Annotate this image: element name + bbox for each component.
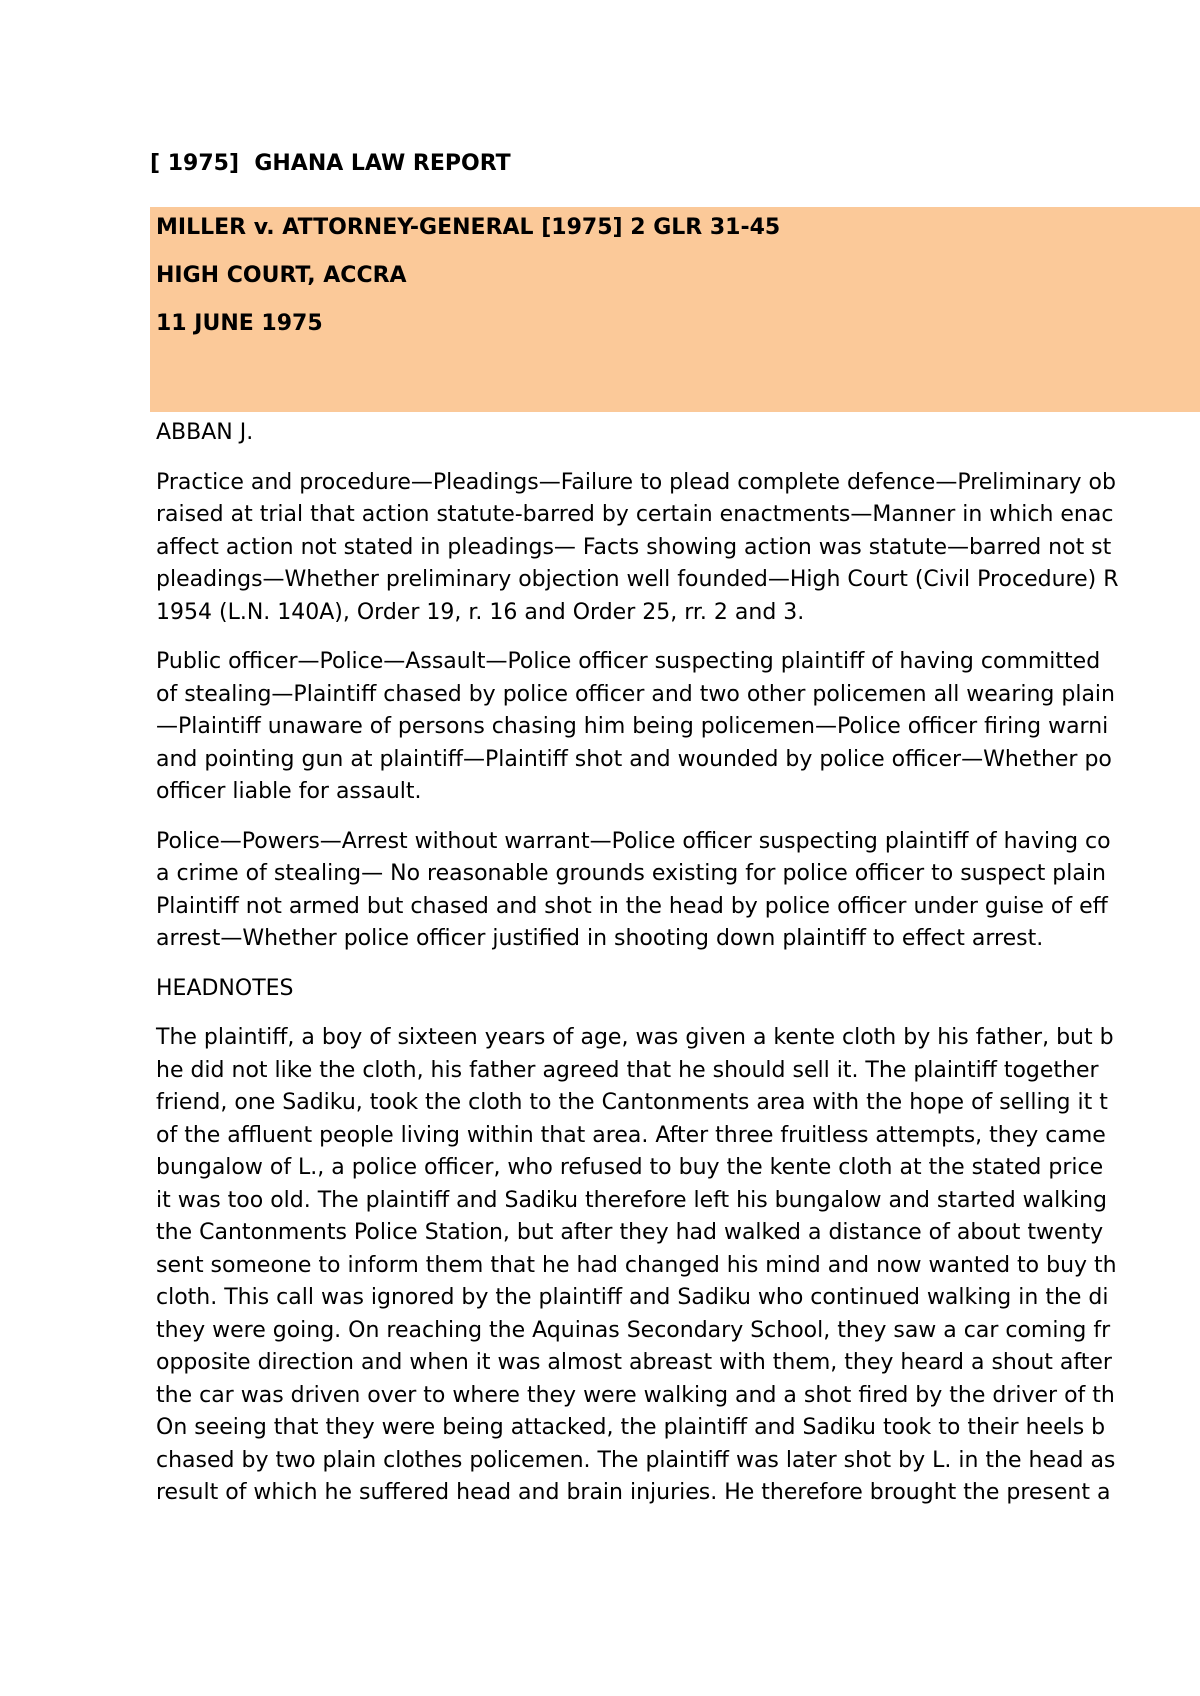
text-line: Public officer—Police—Assault—Police officer suspecting plaintiff of having committed [156, 649, 1101, 674]
report-body [156, 417, 1200, 1527]
text-line: Police—Powers—Arrest without warrant—Police officer suspecting plaintiff of having co [156, 828, 1111, 854]
text-line: pleadings—Whether preliminary objection well founded—High Court (Civil Procedure) R [156, 567, 1119, 592]
text-line: cloth. This call was ignored by the plaintiff and Sadiku who continued walking in the di [156, 1285, 1109, 1310]
text-line: bungalow of L., a police officer, who refused to buy the kente cloth at the stated price [156, 1155, 1104, 1180]
text-line: raised at trial that action statute-barred by certain enactments—Manner in which enac [156, 502, 1114, 527]
text-line: result of which he suffered head and brain injuries. He therefore brought the present a [156, 1480, 1111, 1505]
headnotes-label: HEADNOTES [156, 975, 294, 1001]
headnotes-heading [156, 973, 1200, 1006]
text-line: Plaintiff not armed but chased and shot in the head by police officer under guise of eff [156, 893, 1108, 919]
text-line: of the affluent people living within that area. After three fruitless attempts, they came [156, 1122, 1106, 1148]
text-line: chased by two plain clothes policemen. The plaintiff was later shot by L. in the head as [156, 1447, 1116, 1473]
text-line: —Plaintiff unaware of persons chasing him being policemen—Police officer firing warni [156, 714, 1109, 739]
text-line: sent someone to inform them that he had changed his mind and now wanted to buy th [156, 1252, 1117, 1278]
catchword-paragraph [156, 826, 1200, 956]
text-line: the car was driven over to where they were walking and a shot fired by the driver of th [156, 1382, 1115, 1408]
text-line: affect action not stated in pleadings— Facts showing action was statute—barred not st [156, 534, 1112, 560]
text-line: officer liable for assault. [156, 779, 422, 804]
judge-name-text: ABBAN J. [156, 420, 254, 445]
text-line: arrest—Whether police officer justified in shooting down plaintiff to effect arrest. [156, 926, 1044, 951]
text-line: they were going. On reaching the Aquinas Secondary School, they saw a car coming fr [156, 1317, 1111, 1343]
judge-name [156, 417, 1200, 450]
text-line: he did not like the cloth, his father agreed that he should sell it. The plaintiff together [156, 1057, 1099, 1083]
text-line: of stealing—Plaintiff chased by police officer and two other policemen all wearing plain [156, 681, 1115, 707]
catchword-paragraph [156, 646, 1200, 809]
text-line: 1954 (L.N. 140A), Order 19, r. 16 and Order 25, rr. 2 and 3. [156, 599, 805, 625]
text-line: opposite direction and when it was almost abreast with them, they heard a shout after [156, 1350, 1112, 1375]
text-line: On seeing that they were being attacked, the plaintiff and Sadiku took to their heels b [156, 1415, 1106, 1440]
headnote-paragraph [156, 1022, 1200, 1510]
catchword-paragraph [156, 467, 1200, 630]
case-citation: MILLER v. ATTORNEY-GENERAL [1975] 2 GLR 31-45 [156, 215, 781, 240]
text-line: a crime of stealing— No reasonable grounds existing for police officer to suspect plain [156, 861, 1106, 886]
text-line: it was too old. The plaintiff and Sadiku therefore left his bungalow and started walking [156, 1187, 1107, 1213]
case-court: HIGH COURT, ACCRA [156, 263, 407, 288]
report-header: [ 1975] GHANA LAW REPORT [150, 151, 511, 176]
case-info-box [150, 207, 1200, 412]
text-line: and pointing gun at plaintiff—Plaintiff shot and wounded by police officer—Whether po [156, 746, 1112, 772]
text-line: Practice and procedure—Pleadings—Failure to plead complete defence—Preliminary ob [156, 469, 1116, 495]
text-line: the Cantonments Police Station, but after they had walked a distance of about twenty [156, 1220, 1104, 1245]
case-date: 11 JUNE 1975 [156, 311, 323, 336]
text-line: friend, one Sadiku, took the cloth to the Cantonments area with the hope of selling it t [156, 1090, 1108, 1115]
text-line: The plaintiff, a boy of sixteen years of age, was given a kente cloth by his father, but b [156, 1025, 1114, 1050]
